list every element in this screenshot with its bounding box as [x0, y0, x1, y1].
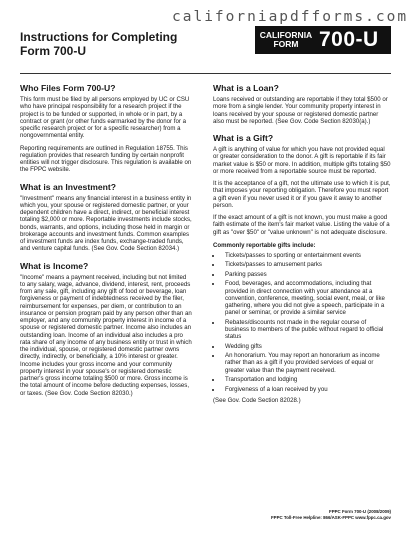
who-files-paragraph-2: Reporting requirements are outlined in Regulation 18755. This regulation provides that research funding by certain nonprofit entities will not trigger disclosure. This regulation is available on the FPPC website. — [20, 144, 192, 174]
footer-form-id: FPPC Form 700-U (2008/2009) — [329, 509, 391, 514]
income-paragraph: "Income" means a payment received, including but not limited to any salary, wage, advance, dividend, interest, rent, proceeds from any sale, gift, including any gift of food or beverage, loan forgiveness or payment of indebtedness received by the filer, reimbursement for expenses, per diem, or contribution to an insurance or pension program paid by any person other than an employer, and any community property interest in income of a spouse or registered domestic partner. Income also includes an outstanding loan. Income of an individual also includes a pro rata share of any income of any business entity or trust in which the individual, spouse, or registered domestic partner owns directly, indirectly, or beneficially, a 10% interest or greater. Income includes your gross income and your community property interest in your spouse's or registered domestic partner's gross income totaling $500 or more. Gross income is the total amount of income before deducting expenses, losses, or taxes. (See Gov. Code Section 82030.) — [20, 273, 192, 397]
reportable-gifts-list — [213, 252, 391, 393]
who-files-heading: Who Files Form 700-U? — [20, 83, 116, 93]
loan-paragraph: Loans received or outstanding are reportable if they total $500 or more from a single lender. Your community property interest in loans received by your spouse or registered domestic partner also must be reported. (See Gov. Code Section 82030(a).) — [213, 96, 388, 125]
badge-state-label — [257, 31, 315, 50]
gift-heading: What is a Gift? — [213, 133, 274, 143]
reportable-gifts-heading: Commonly reportable gifts include: — [213, 241, 316, 249]
form-badge — [255, 26, 391, 54]
investment-heading: What is an Investment? — [20, 181, 116, 192]
list-item: • An honorarium. You may report an honorarium as income rather than as a gift if you provided services of equal or greater value than the payment received. — [222, 352, 391, 374]
gift-code-reference: (See Gov. Code Section 82028.) — [213, 396, 301, 404]
page-title: Instructions for Completing Form 700-U — [20, 30, 178, 58]
gift-paragraph-3: If the exact amount of a gift is not known, you must make a good faith estimate of the item's fair market value. Listing the value of a gift as "over $50" or "value unknown" is not adequate disclosure. — [213, 214, 390, 236]
income-heading: What is Income? — [20, 260, 89, 271]
list-item: • Tickets/passes to amusement parks — [222, 261, 391, 268]
investment-paragraph: "Investment" means any financial interest in a business entity in which you, your spouse or registered domestic partner, or your dependent children have a direct, indirect, or beneficial interest totaling $2,000 or more. Reportable investments include stocks, bonds, warrants, and options, including those held in margin or brokerage accounts and investment funds. Common examples of investment funds are index funds, exchange-traded funds, and venture capital funds. (See Gov. Code Section 82034.) — [20, 194, 192, 253]
watermark: californiapdfforms.com — [172, 9, 409, 25]
loan-heading: What is a Loan? — [213, 83, 279, 93]
gift-paragraph-2: It is the acceptance of a gift, not the ultimate use to which it is put, that imposes your reporting obligation. Therefore you must report a gift even if you never used it or if you gave it away to another person. — [213, 180, 391, 209]
badge-form-number: 700-U — [319, 28, 379, 51]
right-column — [213, 83, 391, 409]
list-item: • Rebates/discounts not made in the regular course of business to members of the public without regard to official status — [222, 319, 391, 341]
header-divider — [20, 73, 391, 74]
list-item: • Tickets/passes to sporting or entertainment events — [222, 252, 391, 259]
list-item: • Parking passes — [222, 271, 391, 278]
badge-line2: FORM — [273, 39, 299, 49]
left-column — [20, 83, 192, 402]
who-files-paragraph-1: This form must be filed by all persons employed by UC or CSU who have principal responsibility for a research project if the project is to be funded or supported, in whole or in part, by a contract or grant (or other funds earmarked by the donor for a specific research project or for a specific researcher) from a nongovernmental entity. — [20, 96, 190, 140]
badge-line1: CALIFORNIA — [259, 29, 313, 40]
list-item: • Forgiveness of a loan received by you — [222, 386, 391, 393]
list-item: • Wedding gifts — [222, 343, 391, 350]
list-item: • Food, beverages, and accommodations, including that provided in direct connection with your attendance at a convention, conference, meeting, social event, meal, or like gathering, where you did not give a speech, participate in a panel or seminar, or provide a similar service — [222, 280, 391, 316]
footer-helpline: FPPC Toll-Free Helpline: 866/ASK-FPPC www.fppc.ca.gov — [270, 515, 391, 520]
page-footer — [250, 509, 391, 521]
gift-paragraph-1: A gift is anything of value for which you have not provided equal or greater consideration to the donor. A gift is reportable if its fair market value is $50 or more. In addition, multiple gifts totaling $50 or more received from a reportable source must be reported. — [213, 146, 391, 175]
list-item: • Transportation and lodging — [222, 376, 391, 383]
